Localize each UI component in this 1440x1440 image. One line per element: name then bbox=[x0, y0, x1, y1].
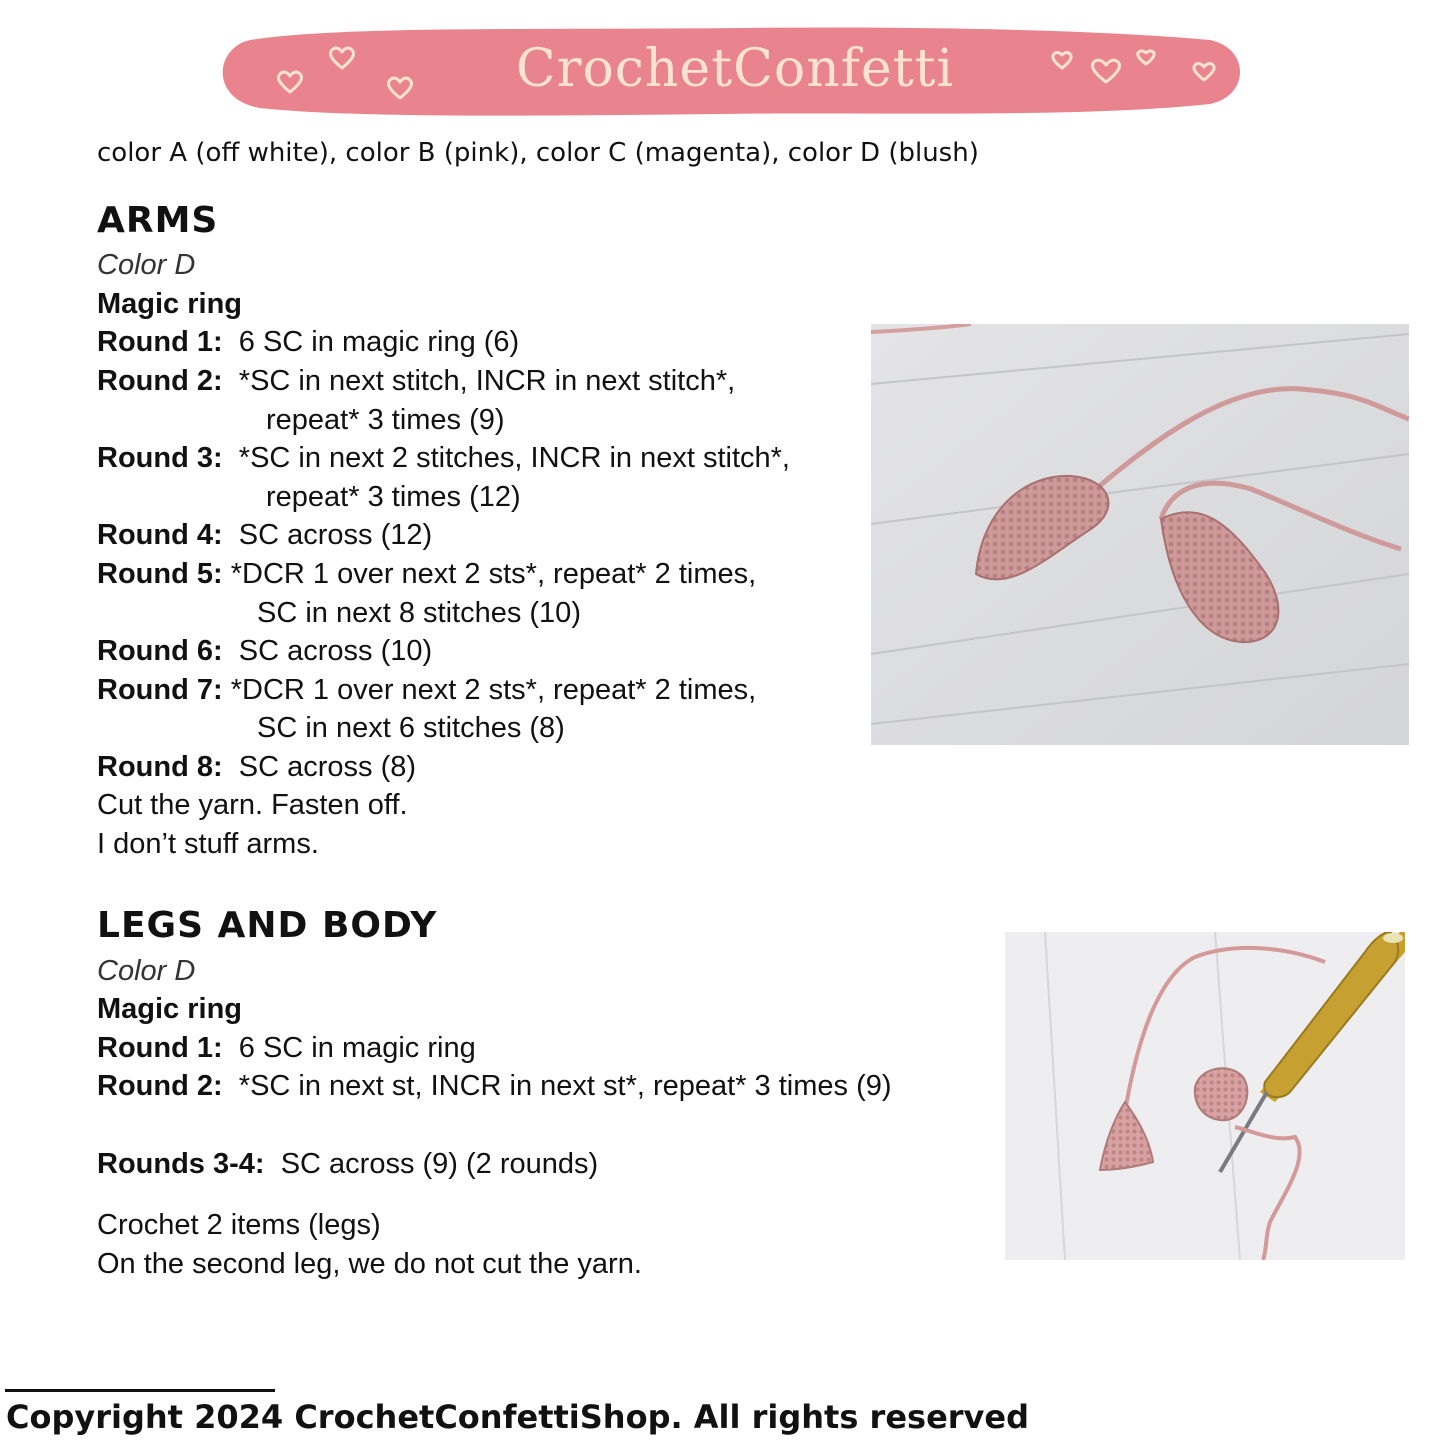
arms-round-2: Round 2: *SC in next stitch, INCR in next stitch*, bbox=[97, 365, 736, 397]
arms-color: Color D bbox=[97, 249, 196, 281]
arms-end-2: I don’t stuff arms. bbox=[97, 828, 319, 860]
legs-round-2: Round 2: *SC in next st, INCR in next st*, repeat* 3 times (9) bbox=[97, 1070, 892, 1102]
arms-photo bbox=[871, 324, 1409, 745]
arms-round-8: Round 8: SC across (8) bbox=[97, 751, 417, 783]
arms-round-5-cont: SC in next 8 stitches (10) bbox=[257, 597, 581, 629]
legs-note-2: On the second leg, we do not cut the yarn. bbox=[97, 1248, 642, 1280]
arms-round-3: Round 3: *SC in next 2 stitches, INCR in next stitch*, bbox=[97, 442, 790, 474]
brand-banner bbox=[220, 18, 1244, 122]
legs-rounds-3-4: Rounds 3-4: SC across (9) (2 rounds) bbox=[97, 1148, 599, 1180]
arms-round-7: Round 7: *DCR 1 over next 2 sts*, repeat* 2 times, bbox=[97, 674, 757, 706]
arms-end-1: Cut the yarn. Fasten off. bbox=[97, 789, 408, 821]
legs-round-1: Round 1: 6 SC in magic ring bbox=[97, 1032, 476, 1064]
legs-photo bbox=[1005, 932, 1405, 1260]
arms-heading: ARMS bbox=[97, 200, 219, 241]
legs-note-1: Crochet 2 items (legs) bbox=[97, 1209, 381, 1241]
color-legend: color A (off white), color B (pink), color C (magenta), color D (blush) bbox=[97, 138, 979, 168]
arms-round-5: Round 5: *DCR 1 over next 2 sts*, repeat* 2 times, bbox=[97, 558, 757, 590]
arms-round-4: Round 4: SC across (12) bbox=[97, 519, 433, 551]
arms-round-2-cont: repeat* 3 times (9) bbox=[266, 404, 505, 436]
copyright-notice: Copyright 2024 CrochetConfettiShop. All rights reserved bbox=[6, 1398, 1030, 1436]
legs-magic-ring: Magic ring bbox=[97, 993, 243, 1025]
arms-round-6: Round 6: SC across (10) bbox=[97, 635, 433, 667]
footer-divider bbox=[5, 1389, 275, 1392]
arms-round-3-cont: repeat* 3 times (12) bbox=[266, 481, 521, 513]
arms-round-1: Round 1: 6 SC in magic ring (6) bbox=[97, 326, 520, 358]
arms-magic-ring: Magic ring bbox=[97, 288, 243, 320]
legs-color: Color D bbox=[97, 955, 196, 987]
legs-heading: LEGS AND BODY bbox=[97, 905, 438, 946]
brand-title: CrochetConfetti bbox=[515, 39, 955, 99]
arms-round-7-cont: SC in next 6 stitches (8) bbox=[257, 712, 565, 744]
